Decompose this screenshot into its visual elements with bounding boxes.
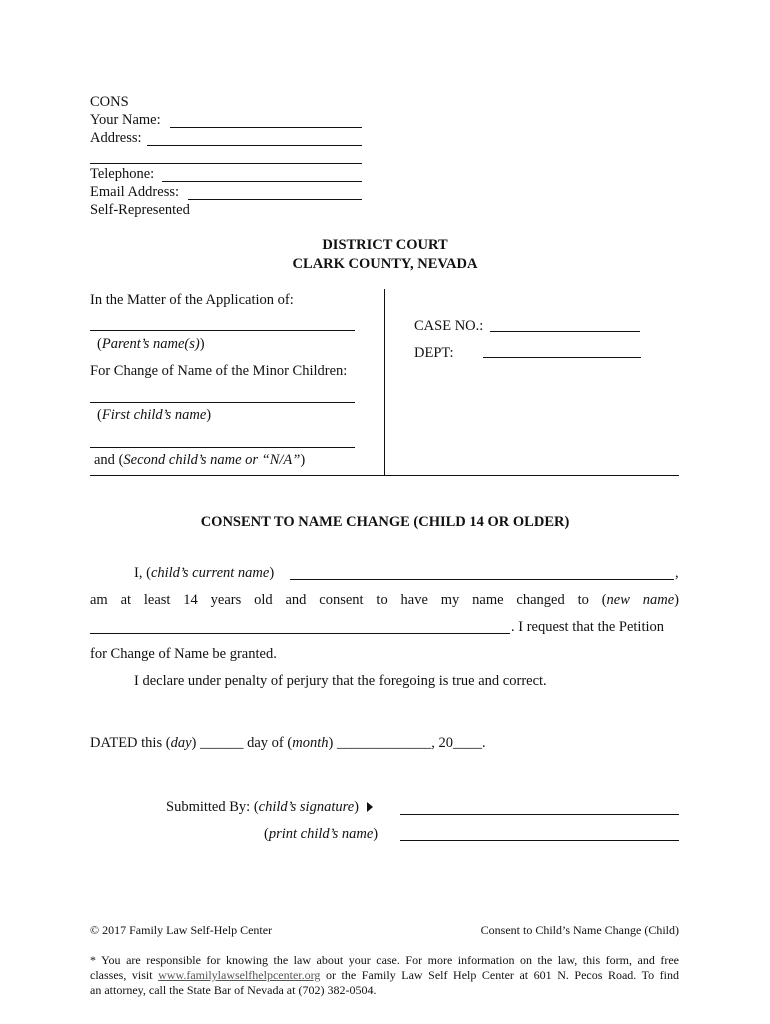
second-child-field[interactable] (90, 447, 355, 448)
for-change-label: For Change of Name of the Minor Children: (90, 363, 348, 379)
self-help-center-link[interactable]: www.familylawselfhelpcenter.org (158, 968, 321, 982)
granted-text: for Change of Name be granted. (90, 646, 277, 662)
court-name: DISTRICT COURT (322, 237, 448, 253)
telephone-field[interactable] (162, 181, 362, 182)
case-no-field[interactable] (490, 331, 640, 332)
comma: , (675, 565, 679, 581)
address-field[interactable] (147, 145, 362, 146)
matter-label: In the Matter of the Application of: (90, 292, 294, 308)
case-no-label: CASE NO.: (414, 318, 484, 334)
childs-current-name-field[interactable] (290, 579, 674, 580)
childs-signature-field[interactable] (400, 814, 679, 815)
document-title: CONSENT TO NAME CHANGE (CHILD 14 OR OLDER) (200, 514, 570, 530)
arrow-right-icon (367, 802, 373, 812)
dept-field[interactable] (483, 357, 641, 358)
print-name-field[interactable] (400, 840, 679, 841)
copyright: © 2017 Family Law Self-Help Center (90, 923, 273, 937)
age-consent-text: am at least 14 years old and consent to have my name changed to (new name) (90, 592, 679, 608)
request-text: . I request that the Petition (511, 619, 665, 635)
telephone-label: Telephone: (90, 166, 155, 182)
dept-label: DEPT: (414, 345, 454, 361)
address-field-2[interactable] (90, 163, 362, 164)
second-child-label: and (Second child’s name or “N/A”) (94, 452, 306, 468)
caption-divider-horizontal (90, 475, 679, 476)
parents-name-label: (Parent’s name(s)) (97, 336, 205, 352)
new-name-field[interactable] (90, 633, 510, 634)
childs-current-name-label: I, (child’s current name) (134, 565, 275, 581)
declaration-text: I declare under penalty of perjury that the foregoing is true and correct. (134, 673, 547, 689)
footer-note-line-1: * You are responsible for knowing the law about your case. For more information on the law, this form, and free (90, 953, 679, 967)
self-represented-label: Self-Represented (90, 202, 190, 218)
first-child-field[interactable] (90, 402, 355, 403)
cons-label: CONS (90, 94, 129, 110)
form-name: Consent to Child’s Name Change (Child) (480, 923, 679, 937)
court-county: CLARK COUNTY, NEVADA (292, 256, 478, 272)
address-label: Address: (90, 130, 142, 146)
submitted-by-label: Submitted By: (child’s signature) (166, 799, 377, 816)
email-field[interactable] (188, 199, 362, 200)
footer-note-line-2: classes, visit www.familylawselfhelpcenter.org or the Family Law Self Help Center at 601 N. Pecos Road. To find (90, 968, 680, 982)
first-child-label: (First child’s name) (97, 407, 212, 423)
your-name-label: Your Name: (90, 112, 161, 128)
caption-divider-vertical (384, 289, 385, 475)
parents-name-field[interactable] (90, 330, 355, 331)
footer-note-line-3: an attorney, call the State Bar of Nevada at (702) 382-0504. (90, 983, 377, 997)
print-name-label: (print child’s name) (264, 826, 379, 842)
your-name-field[interactable] (170, 127, 362, 128)
dated-line: DATED this (day) ______ day of (month) _____________, 20____. (90, 735, 486, 751)
email-label: Email Address: (90, 184, 180, 200)
